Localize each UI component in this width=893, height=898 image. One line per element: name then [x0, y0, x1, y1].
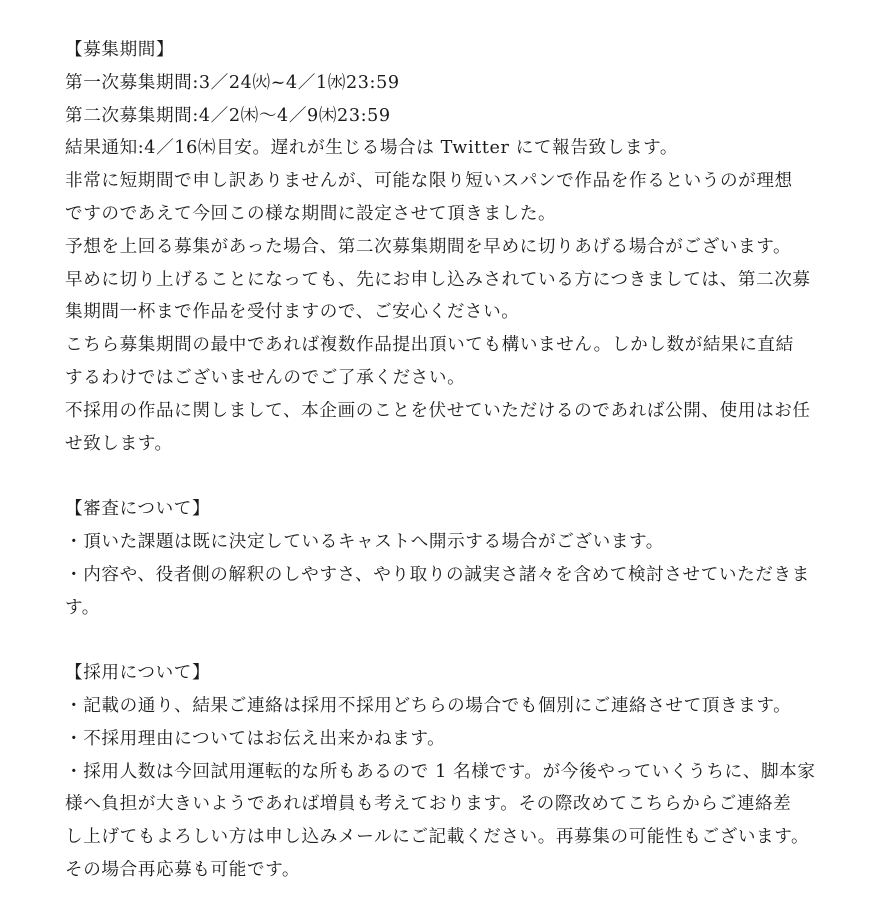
section-heading-adoption: 【採用について】 — [65, 663, 211, 684]
text-line: ・採用人数は今回試用運転的な所もあるので 1 名様です。が今後やっていくうちに、脚本家 — [65, 761, 816, 782]
text-line: その場合再応募も可能です。 — [65, 859, 301, 880]
text-line: こちら募集期間の最中であれば複数作品提出頂いても構いません。しかし数が結果に直結 — [65, 335, 794, 356]
text-line: ・頂いた課題は既に決定しているキャストへ開示する場合がございます。 — [65, 531, 664, 552]
text-line: するわけではございませんのでご了承ください。 — [65, 367, 466, 388]
text-line: す。 — [65, 597, 100, 618]
text-line: 集期間一杯まで作品を受付ますので、ご安心ください。 — [65, 302, 520, 323]
text-line: ・不採用理由についてはお伝え出来かねます。 — [65, 728, 446, 749]
text-line: ・内容や、役者側の解釈のしやすさ、やり取りの誠実さ諸々を含めて検討させていただきま — [65, 564, 810, 585]
text-line: 第一次募集期間:3／24㈫~4／1㈬23:59 — [65, 72, 400, 93]
text-line: 予想を上回る募集があった場合、第二次募集期間を早めに切りあげる場合がございます。 — [65, 236, 792, 257]
section-heading-review: 【審査について】 — [65, 499, 211, 520]
text-line: 非常に短期間で申し訳ありませんが、可能な限り短いスパンで作品を作るというのが理想 — [65, 171, 793, 192]
text-line: 第二次募集期間:4／2㈭〜4／9㈭23:59 — [65, 105, 391, 126]
text-line: ですのであえて今回この様な期間に設定させて頂きました。 — [65, 203, 557, 224]
text-line: ・記載の通り、結果ご連絡は採用不採用どちらの場合でも個別にご連絡させて頂きます。 — [65, 695, 792, 716]
text-line: 様へ負担が大きいようであれば増員も考えております。その際改めてこちらからご連絡差 — [65, 794, 792, 815]
text-line: 結果通知:4／16㈭目安。遅れが生じる場合は Twitter にて報告致します。 — [65, 138, 679, 159]
document-body — [65, 34, 843, 887]
text-line: 不採用の作品に関しまして、本企画のことを伏せていただけるのであれば公開、使用はお任 — [65, 400, 811, 421]
text-line: し上げてもよろしい方は申し込みメールにご記載ください。再募集の可能性もございます。 — [65, 827, 810, 848]
spacer — [65, 624, 843, 657]
section-heading-recruitment-period: 【募集期間】 — [65, 40, 175, 60]
spacer — [65, 460, 843, 493]
text-line: せ致します。 — [65, 433, 173, 454]
text-line: 早めに切り上げることになっても、先にお申し込みされている方につきましては、第二次募 — [65, 269, 811, 290]
